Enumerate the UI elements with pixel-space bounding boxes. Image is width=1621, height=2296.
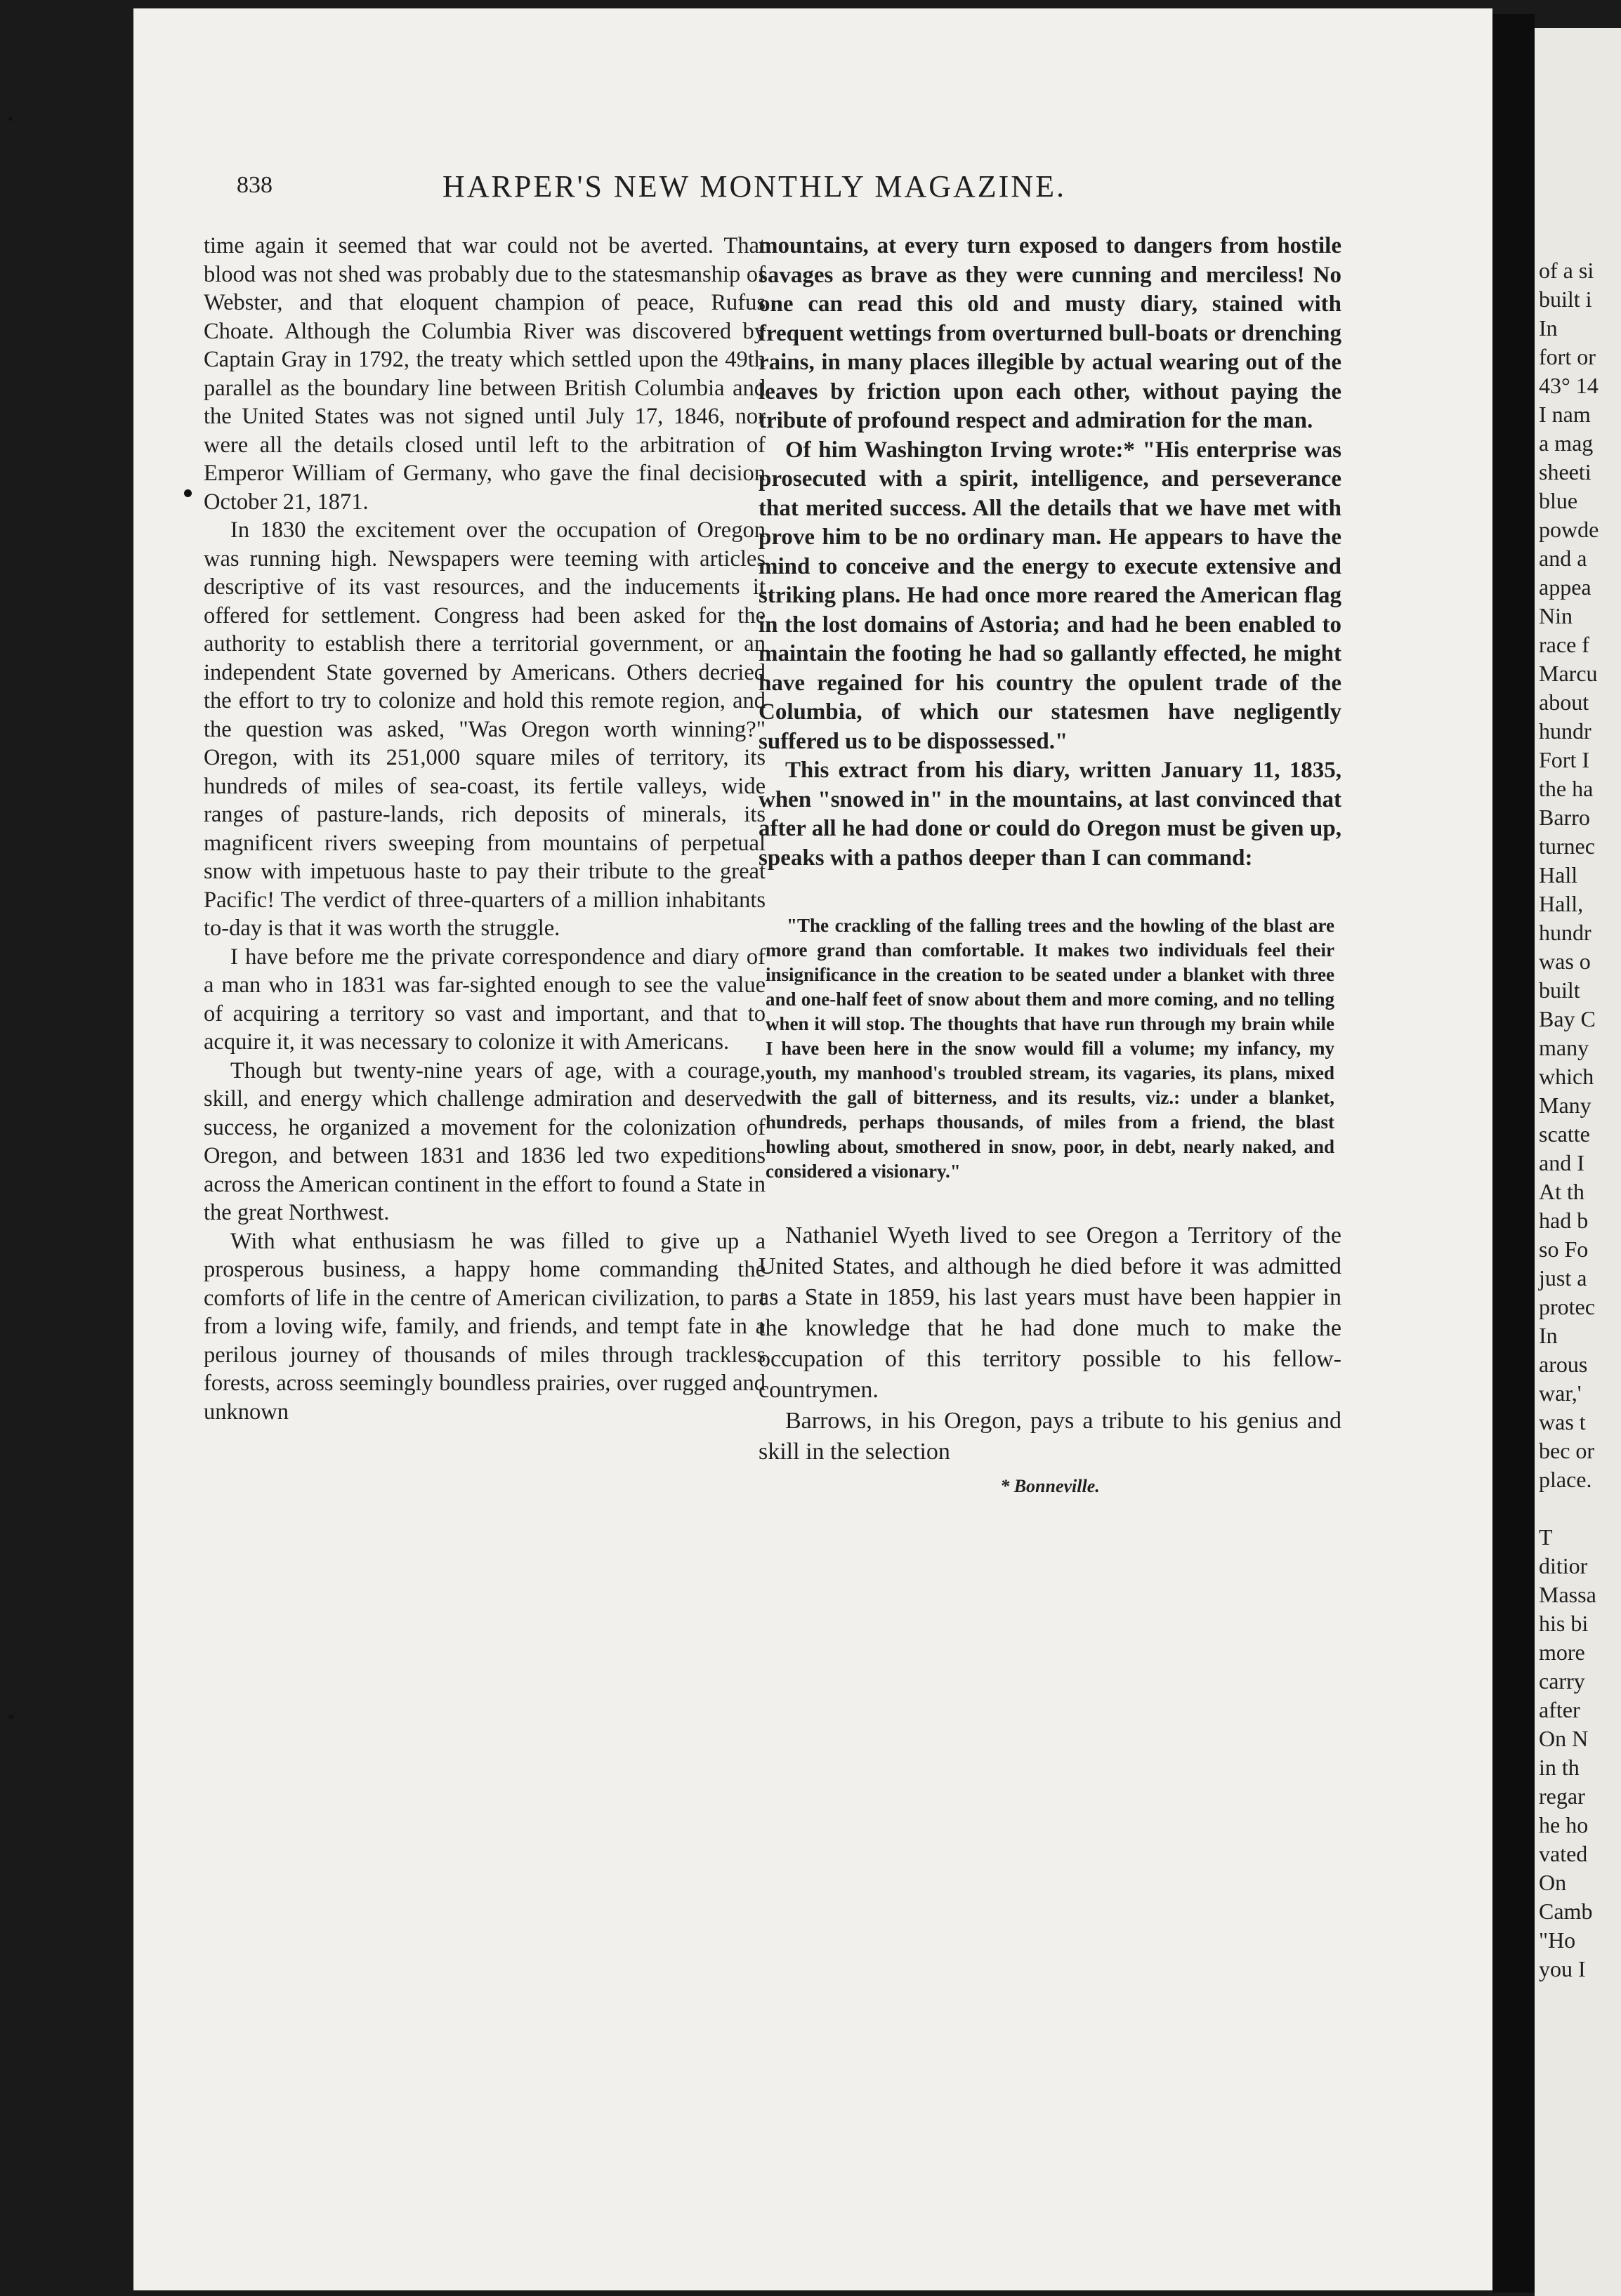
adjacent-page-line: Hall	[1539, 862, 1578, 888]
ink-speck	[8, 1715, 14, 1719]
left-column	[204, 232, 766, 1426]
adjacent-page-line: carry	[1539, 1668, 1585, 1694]
adjacent-page-line: protec	[1539, 1294, 1595, 1319]
adjacent-page-line: ditior	[1539, 1553, 1588, 1578]
adjacent-page-line: many	[1539, 1035, 1589, 1060]
adjacent-page-line: Barro	[1539, 805, 1590, 830]
adjacent-page-line: and I	[1539, 1150, 1584, 1175]
adjacent-page-line: In	[1539, 315, 1558, 341]
adjacent-page-line	[1539, 1494, 1621, 1523]
quote-text: "The crackling of the falling trees and the howling of the blast are more grand than comfortable. It makes two individuals feel their insignificance in the creation to be seated under a blanket with three and one-half feet of snow about them and more coming, and no telling when it will stop. The thoughts that have run through my brain while I have been here in the snow would fill a volume; my infancy, my youth, my manhood's troubled stream, its vagaries, its plans, mixed with the gall of bitterness, and its results, viz.: under a blanket, hundreds, perhaps thousands, of miles from a friend, the blast howling about, smothered in snow, poor, in debt, nearly naked, and considered a visionary."	[766, 915, 1334, 1182]
adjacent-page-line: bec or	[1539, 1438, 1595, 1463]
paragraph: Of him Washington Irving wrote:* "His enterprise was prosecuted with a spirit, intelligence, and perseverance that merited success. All the details that we have met with prove him to be no ordinary man. He appears to have the mind to conceive and the energy to execute extensive and striking plans. He had once more reared the American flag in the lost domains of Astoria; and had he been enabled to maintain the footing he had so gallantly effected, he might have regained for his country the opulent trade of the Columbia, of which our statesmen have negligently suffered us to be dispossessed."	[759, 437, 1341, 754]
adjacent-page	[1535, 28, 1621, 2296]
adjacent-page-line: On	[1539, 1870, 1567, 1895]
paragraph: Nathaniel Wyeth lived to see Oregon a Territory of the United States, and although he died before it was admitted as a State in 1859, his last years must have been happier in the knowledge that he had done much to make the occupation of this territory possible to his fellow-countrymen.	[759, 1222, 1341, 1403]
adjacent-page-line: after	[1539, 1697, 1580, 1722]
adjacent-page-line: appea	[1539, 574, 1592, 600]
adjacent-page-line: 43° 14	[1539, 373, 1599, 398]
paragraph: I have before me the private correspondence and diary of a man who in 1831 was far-sighted enough to see the value of acquiring a territory so vast and important, and that to acquire it, it was necessary to colonize it with Americans.	[204, 944, 766, 1055]
adjacent-page-line: hundr	[1539, 920, 1592, 945]
adjacent-page-line: about	[1539, 690, 1589, 715]
adjacent-page-line: hundr	[1539, 718, 1592, 744]
adjacent-page-line: had b	[1539, 1208, 1589, 1233]
adjacent-page-line: arous	[1539, 1352, 1588, 1377]
adjacent-page-line: his bi	[1539, 1611, 1589, 1636]
adjacent-page-line: just a	[1539, 1265, 1587, 1291]
right-column	[759, 232, 1341, 1501]
adjacent-page-line: he ho	[1539, 1812, 1589, 1838]
paragraph: time again it seemed that war could not be averted. That blood was not shed was probably due to the statesmanship of Webster, and that eloquent champion of peace, Rufus Choate. Although the Columbia River was discovered by Captain Gray in 1792, the treaty which settled upon the 49th parallel as the boundary line between British Columbia and the United States was not signed until July 17, 1846, nor were all the details closed until left to the arbitration of Emperor William of Germany, who gave the final decision October 21, 1871.	[204, 233, 766, 515]
adjacent-page-line: so Fo	[1539, 1236, 1589, 1262]
adjacent-page-text	[1535, 28, 1621, 1984]
adjacent-page-line: On N	[1539, 1726, 1589, 1751]
adjacent-page-line: vated	[1539, 1841, 1588, 1866]
footnote: * Bonneville.	[1000, 1476, 1100, 1496]
adjacent-page-line: blue	[1539, 488, 1578, 513]
adjacent-page-line: war,'	[1539, 1380, 1582, 1406]
adjacent-page-line: more	[1539, 1639, 1585, 1665]
adjacent-page-line: Many	[1539, 1093, 1592, 1118]
adjacent-page-line: Fort I	[1539, 747, 1589, 772]
adjacent-page-line: a mag	[1539, 430, 1594, 456]
adjacent-page-line: scatte	[1539, 1121, 1590, 1147]
adjacent-page-line: of a si	[1539, 258, 1594, 283]
paragraph: This extract from his diary, written January 11, 1835, when "snowed in" in the mountains, at last convinced that after all he had done or could do Oregon must be given up, speaks with a pathos deeper than I can command:	[759, 758, 1341, 871]
adjacent-page-line: At th	[1539, 1179, 1584, 1204]
paragraph: With what enthusiasm he was filled to give up a prosperous business, a happy home commanding the comforts of life in the centre of American civilization, to part from a loving wife, family, and friends, and tempt fate in a perilous journey of thousands of miles through trackless forests, across seemingly boundless prairies, over rugged and unknown	[204, 1228, 766, 1425]
adjacent-page-line: which	[1539, 1064, 1594, 1089]
adjacent-page-line: Marcu	[1539, 661, 1598, 686]
ink-speck	[184, 489, 192, 497]
adjacent-page-line: race f	[1539, 632, 1589, 657]
adjacent-page-line: Massa	[1539, 1582, 1596, 1607]
adjacent-page-line: place.	[1539, 1467, 1592, 1492]
adjacent-page-line: I nam	[1539, 402, 1591, 427]
adjacent-page-line: in th	[1539, 1755, 1580, 1780]
adjacent-page-line: the ha	[1539, 776, 1594, 801]
adjacent-page-line: regar	[1539, 1783, 1585, 1809]
adjacent-page-line: built	[1539, 977, 1580, 1003]
adjacent-page-line: fort or	[1539, 344, 1596, 369]
block-quote	[766, 913, 1334, 1184]
adjacent-page-line: you I	[1539, 1956, 1586, 1981]
adjacent-page-line: Nin	[1539, 603, 1573, 628]
adjacent-page-line: was t	[1539, 1409, 1586, 1434]
running-title: HARPER'S NEW MONTHLY MAGAZINE.	[442, 169, 1066, 204]
adjacent-page-line: built i	[1539, 286, 1592, 312]
paragraph: In 1830 the excitement over the occupation of Oregon was running high. Newspapers were teeming with articles descriptive of its vast resources, and the inducements it offered for settlement. Congress had been asked for the authority to establish there a territorial government, or an independent State governed by Americans. Others decried the effort to try to colonize and hold this remote region, and the question was asked, "Was Oregon worth winning?" Oregon, with its 251,000 square miles of territory, its hundreds of miles of sea-coast, its fertile valleys, wide ranges of pasture-lands, rich deposits of minerals, its magnificent rivers sweeping from mountains of perpetual snow with impetuous haste to pay their tribute to the great Pacific! The verdict of three-quarters of a million inhabitants to-day is that it was worth the struggle.	[204, 517, 766, 941]
adjacent-page-line: T	[1539, 1524, 1553, 1550]
paragraph: mountains, at every turn exposed to dangers from hostile savages as brave as they were cunning and merciless! No one can read this old and musty diary, stained with frequent wettings from overturned bull-boats or drenching rains, in many places illegible by actual wearing out of the leaves by friction upon each other, without paying the tribute of profound respect and admiration for the man.	[759, 233, 1341, 433]
adjacent-page-line: powde	[1539, 517, 1599, 542]
paragraph: Though but twenty-nine years of age, with a courage, skill, and energy which challenge admiration and deserved success, he organized a movement for the colonization of Oregon, and between 1831 and 1836 led two expeditions across the American continent in the effort to found a State in the great Northwest.	[204, 1057, 766, 1225]
adjacent-page-line: Bay C	[1539, 1006, 1596, 1031]
adjacent-page-line: sheeti	[1539, 459, 1592, 484]
binding-gutter	[1492, 14, 1535, 2292]
adjacent-page-line: In	[1539, 1323, 1558, 1348]
adjacent-page-line: and a	[1539, 546, 1587, 571]
adjacent-page-line: turnec	[1539, 833, 1595, 859]
adjacent-page-line: Hall,	[1539, 891, 1584, 916]
adjacent-page-line: "Ho	[1539, 1927, 1576, 1953]
adjacent-page-line: Camb	[1539, 1899, 1593, 1924]
paragraph: Barrows, in his Oregon, pays a tribute to his genius and skill in the selection	[759, 1408, 1341, 1465]
adjacent-page-line: was o	[1539, 949, 1591, 974]
page-number: 838	[237, 172, 273, 198]
ink-speck	[8, 117, 13, 121]
